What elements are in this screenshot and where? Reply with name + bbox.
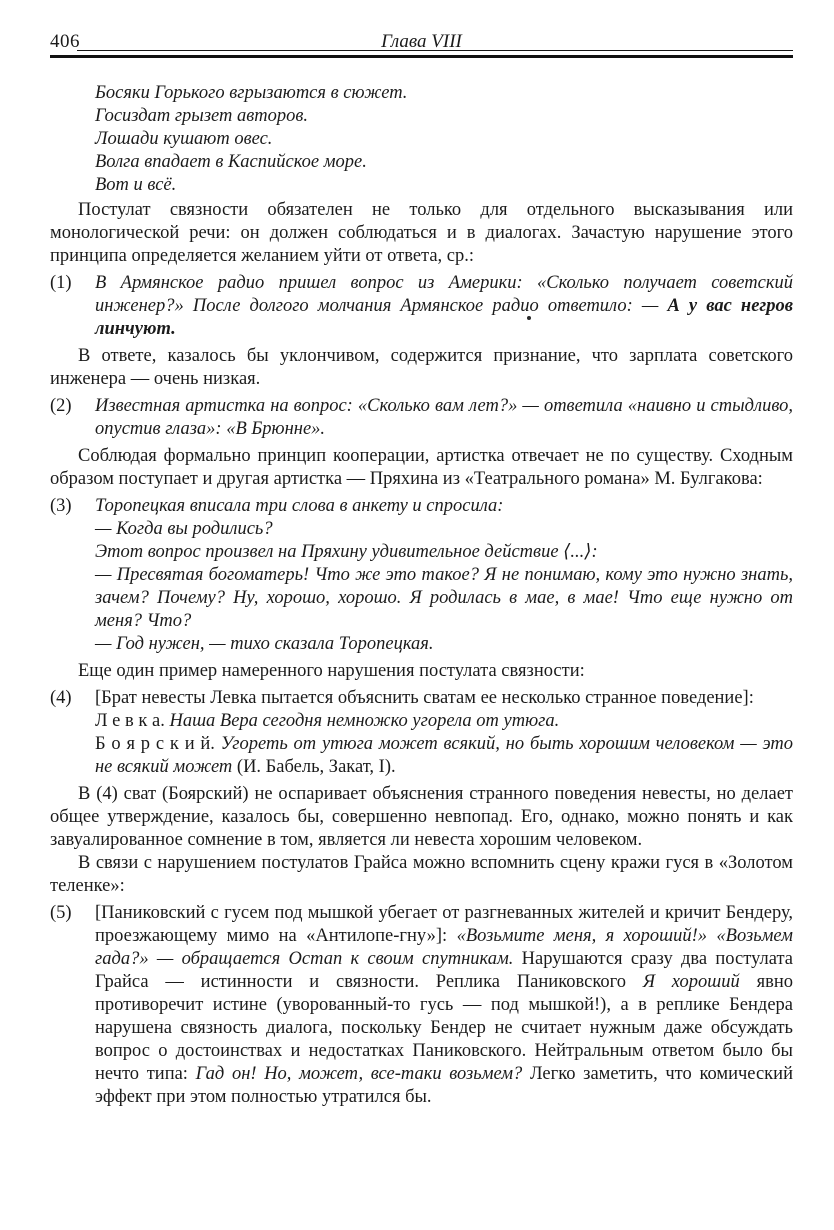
example-body xyxy=(95,395,793,441)
text-segment-spaced-name: Б о я р с к и й. xyxy=(95,734,215,754)
example-2 xyxy=(50,395,793,441)
chapter-title: Глава VIII xyxy=(381,31,462,52)
paragraph-1: Постулат связности обязателен не только для отдельного высказывания или монологической речи: он должен соблюдаться и в диалогах. Зачастую нарушение этого принципа определяется желанием уйти от ответа, ср.: xyxy=(50,200,793,266)
page-number: 406 xyxy=(50,31,80,52)
example-line xyxy=(95,733,793,779)
example-number: (2) xyxy=(50,396,72,416)
example-line xyxy=(95,710,793,733)
example-line: — Год нужен, — тихо сказала Торопецкая. xyxy=(95,634,434,654)
text-segment: явно противоречит истине (уворованный-то гусь — под мышкой!), а в реплике Бендера нарушена связность диалога, поскольку Бендер не считает нужным даже обсуждать вопрос о достоинствах и недостатках Паниковского. Нейтральным ответом было бы нечто типа: xyxy=(95,972,793,1084)
epigraph-line: Лошади кушают овес. xyxy=(95,129,273,149)
epigraph-line: Босяки Горького вгрызаются в сюжет. xyxy=(95,83,408,103)
print-artifact-dot xyxy=(527,316,531,320)
text-segment: (И. Бабель, Закат, I). xyxy=(232,757,396,777)
running-head xyxy=(50,30,793,52)
example-number: (3) xyxy=(50,496,72,516)
epigraph-line: Волга впадает в Каспийское море. xyxy=(95,152,367,172)
text-segment: «Возьмите меня, я хороший!» «Возьмем гада?» — обращается Остап к своим спутникам. xyxy=(95,926,793,969)
text-segment: Угореть от утюга может всякий, но быть хорошим человеком — это не всякий может xyxy=(95,734,793,777)
epigraph xyxy=(95,82,793,197)
text-segment: [Брат невесты Левка пытается объяснить сватам ее несколько странное поведение]: xyxy=(95,688,754,708)
example-number: (4) xyxy=(50,688,72,708)
header-rule-thick xyxy=(50,55,793,58)
text-segment-bold: А у вас негров линчуют. xyxy=(95,296,793,339)
example-body xyxy=(95,495,793,656)
text-segment: Нарушаются сразу два постулата Грайса — истинности и связности. Реплика Паниковского xyxy=(95,949,793,992)
paragraph-6: В связи с нарушением постулатов Грайса можно вспомнить сцену кражи гуся в «Золотом теленке»: xyxy=(50,853,793,896)
example-body xyxy=(95,687,793,779)
example-line xyxy=(95,687,793,710)
example-1 xyxy=(50,272,793,341)
example-line: Торопецкая вписала три слова в анкету и спросила: xyxy=(95,496,504,516)
epigraph-line: Вот и всё. xyxy=(95,175,177,195)
text-segment: В Армянское радио пришел вопрос из Америки: «Сколько получает советский инженер?» После долгого молчания Армянское радио ответило: — xyxy=(95,273,793,316)
example-number: (5) xyxy=(50,903,72,923)
example-line: Этот вопрос произвел на Пряхину удивительное действие ⟨...⟩: xyxy=(95,542,598,562)
example-4 xyxy=(50,687,793,779)
paragraph-5: В (4) сват (Боярский) не оспаривает объяснения странного поведения невесты, но делает общее утверждение, казалось бы, совершенно невпопад. Его, однако, можно понять и как завуалированное сомнение в том, является ли невеста хорошим человеком. xyxy=(50,784,793,850)
example-body xyxy=(95,902,793,1109)
paragraph-2: В ответе, казалось бы уклончивом, содержится признание, что зарплата советского инженера — очень низкая. xyxy=(50,346,793,389)
example-3 xyxy=(50,495,793,656)
text-segment-spaced-name: Л е в к а. xyxy=(95,711,165,731)
text-segment: Известная артистка на вопрос: «Сколько вам лет?» — ответила «наивно и стыдливо, опустив глаза»: «В Брюнне». xyxy=(95,396,793,439)
epigraph-line: Госиздат грызет авторов. xyxy=(95,106,309,126)
example-number: (1) xyxy=(50,273,72,293)
example-5 xyxy=(50,902,793,1109)
example-body xyxy=(95,272,793,341)
text-segment: Гад он! Но, может, все-таки возьмем? xyxy=(195,1064,530,1084)
example-line: — Пресвятая богоматерь! Что же это такое? Я не понимаю, кому это нужно знать, зачем? Почему? Ну, хорошо, хорошо. Я родилась в мае, в мае! Что еще нужно от меня? Что? xyxy=(95,565,793,631)
text-segment: Наша Вера сегодня немножко угорела от утюга. xyxy=(164,711,560,731)
text-segment: Я хороший xyxy=(642,972,740,992)
text-segment: Легко заметить, что комический эффект при этом полностью утратился бы. xyxy=(95,1064,793,1107)
paragraph-4: Еще один пример намеренного нарушения постулата связности: xyxy=(78,661,585,681)
paragraph-3: Соблюдая формально принцип кооперации, артистка отвечает не по существу. Сходным образом поступает и другая артистка — Пряхина из «Театрального романа» М. Булгакова: xyxy=(50,446,793,489)
text-segment: [Паниковский с гусем под мышкой убегает от разгневанных жителей и кричит Бендеру, проезжающему мимо на «Антилопе-гну»]: xyxy=(95,903,793,946)
example-line: — Когда вы родились? xyxy=(95,519,273,539)
